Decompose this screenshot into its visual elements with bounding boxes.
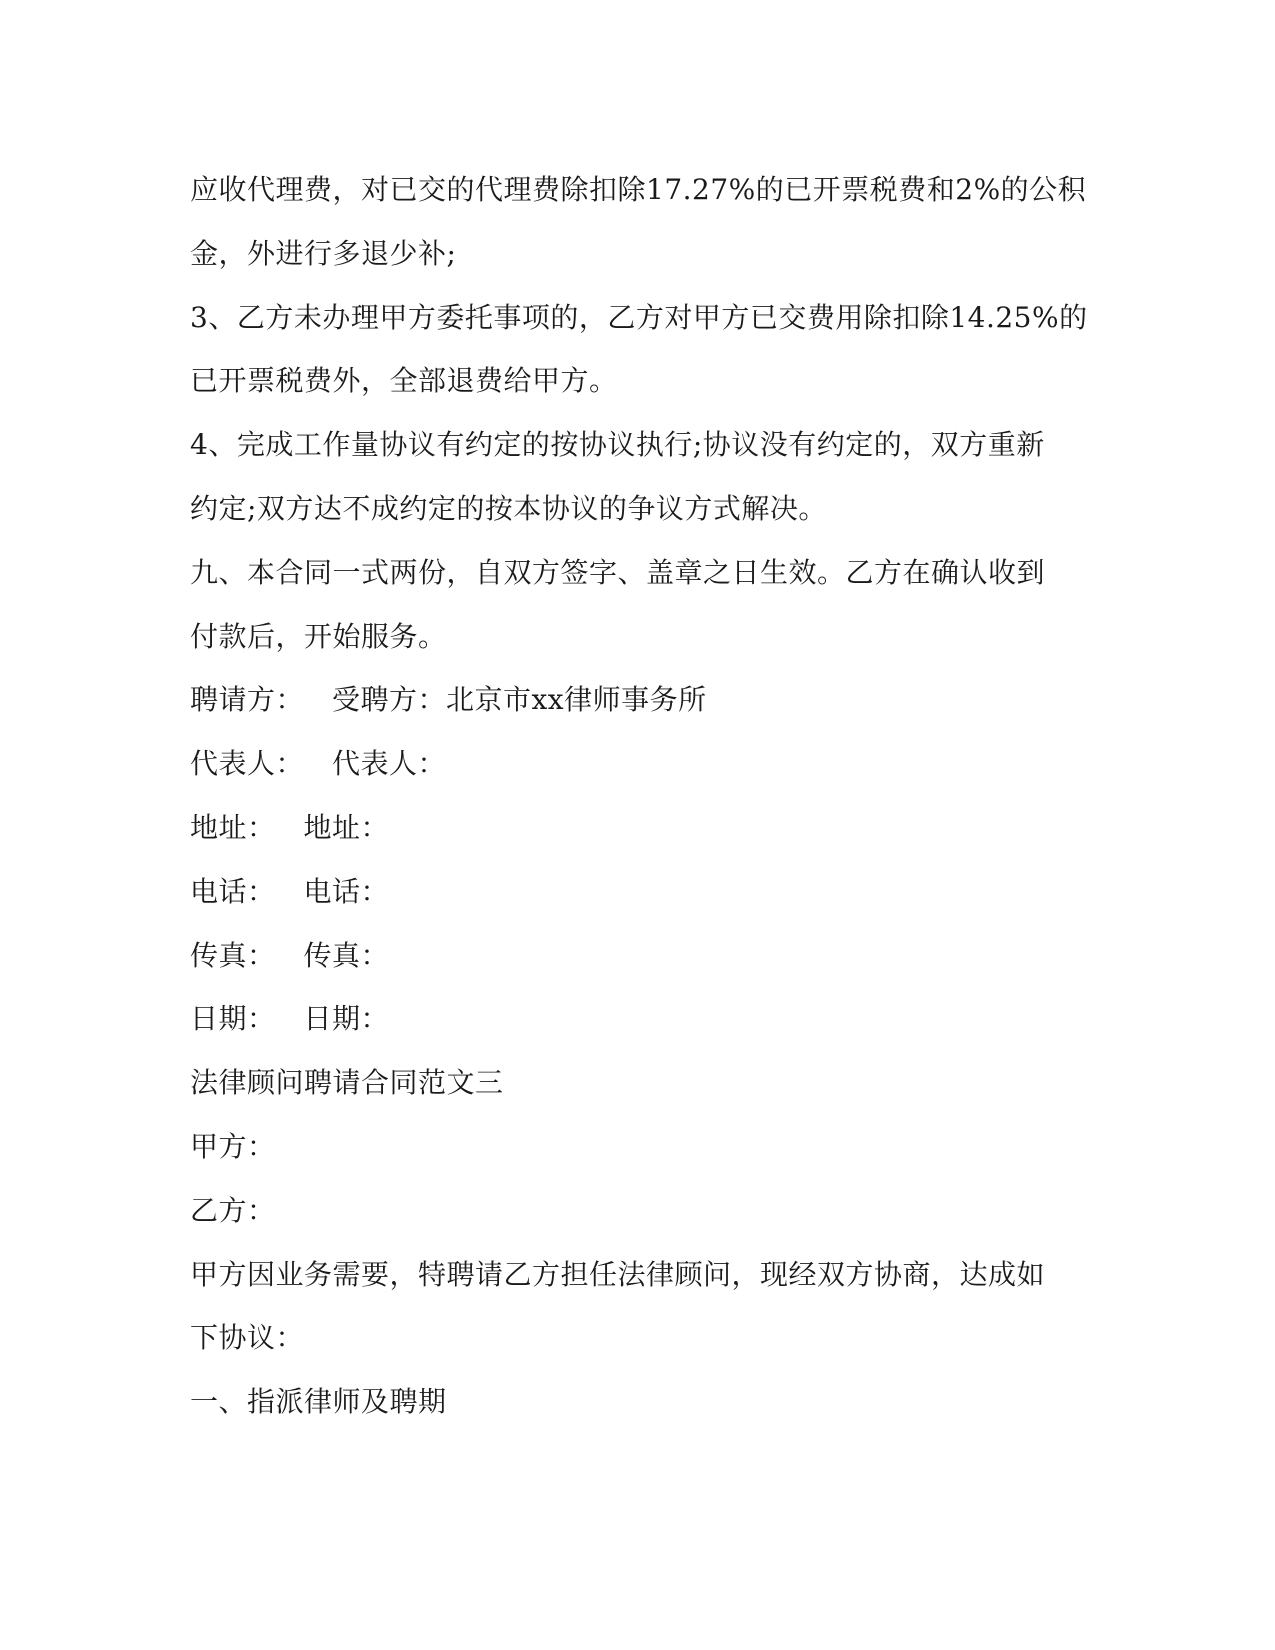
paragraph-line: 九、本合同一式两份，自双方签字、盖章之日生效。乙方在确认收到 (190, 555, 1046, 589)
employee-label: 受聘方：北京市xx律师事务所 (332, 683, 707, 717)
fax-right-label: 传真： (303, 938, 390, 972)
signature-fax-row (190, 924, 1070, 988)
address-right-label: 地址： (303, 810, 390, 844)
paragraph-line: 约定;双方达不成约定的按本协议的争议方式解决。 (190, 491, 827, 525)
party-a-label: 甲方： (190, 1129, 276, 1163)
date-right-label: 日期： (303, 1002, 390, 1036)
section-heading: 一、指派律师及聘期 (190, 1385, 447, 1419)
employer-label: 聘请方： (190, 683, 305, 717)
fax-left-label: 传真： (190, 938, 276, 972)
document-body (190, 158, 1088, 1434)
signature-party-row (190, 668, 1070, 732)
paragraph-line: 3、乙方未办理甲方委托事项的，乙方对甲方已交费用除扣除14.25%的 (190, 300, 1088, 334)
paragraph-line: 下协议： (190, 1321, 305, 1355)
date-left-label: 日期： (190, 1002, 276, 1036)
rep-right-label: 代表人： (332, 747, 447, 781)
paragraph-line: 已开票税费外，全部退费给甲方。 (190, 364, 618, 398)
paragraph-line: 4、完成工作量协议有约定的按协议执行;协议没有约定的，双方重新 (190, 428, 1045, 462)
party-b-label: 乙方： (190, 1193, 276, 1227)
paragraph-line: 付款后，开始服务。 (190, 619, 447, 653)
paragraph-line: 应收代理费，对已交的代理费除扣除17.27%的已开票税费和2%的公积 (190, 173, 1087, 206)
signature-rep-row (190, 732, 1070, 796)
signature-date-row (190, 987, 1070, 1051)
paragraph-line: 金，外进行多退少补; (190, 236, 457, 270)
phone-left-label: 电话： (190, 874, 276, 908)
paragraph-line: 甲方因业务需要，特聘请乙方担任法律顾问，现经双方协商，达成如 (190, 1257, 1046, 1291)
signature-phone-row (190, 860, 1070, 924)
rep-left-label: 代表人： (190, 747, 305, 781)
phone-right-label: 电话： (303, 874, 390, 908)
address-left-label: 地址： (190, 810, 276, 844)
section-title: 法律顾问聘请合同范文三 (190, 1066, 504, 1100)
signature-address-row (190, 796, 1070, 860)
